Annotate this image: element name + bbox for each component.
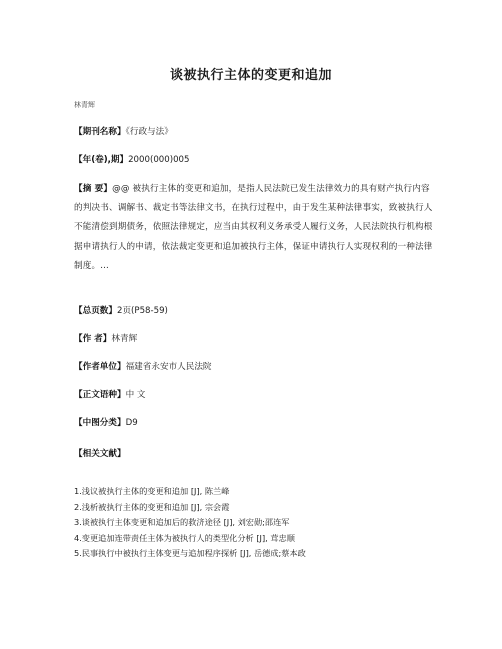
field-label: 【相关文献】 — [74, 449, 126, 459]
field-label: 【年(卷),期】 — [74, 155, 129, 165]
field-value: 林青辉 — [111, 334, 138, 344]
field-value: D9 — [125, 418, 138, 428]
document-title: 谈被执行主体的变更和追加 — [169, 68, 332, 83]
field-label: 【摘 要】 — [74, 184, 113, 194]
field-label: 【中图分类】 — [74, 418, 126, 428]
field-related — [74, 445, 434, 464]
field-abstract — [74, 180, 434, 276]
reference-item[interactable]: 1.浅议被执行主体的变更和追加 [J], 陈兰峰 — [74, 486, 230, 496]
field-value: 福建省永安市人民法院 — [125, 362, 212, 372]
references-list — [74, 484, 434, 562]
reference-item[interactable]: 4.变更追加连带责任主体为被执行人的类型化分析 [J], 茸忠顺 — [74, 532, 295, 543]
author-line: 林青辉 — [74, 101, 95, 109]
reference-item[interactable]: 3.谈被执行主体变更和追加后的救济途径 [J], 刘宏勋;邵连军 — [74, 517, 290, 527]
field-label: 【作 者】 — [74, 334, 112, 344]
field-label: 【作者单位】 — [74, 362, 126, 372]
field-value: @@ 被执行主体的变更和追加，是指人民法院已发生法律效力的具有财产执行内容的判决书、调解书、裁定书等法律文书，在执行过程中，由于发生某种法律事实，致被执行人不能清偿到期债务，依照法律规定，应当由其权利义务承受人履行义务，人民法院执行机构根据申请执行人的申请，依法裁定变更和追加被执行主体，保证申请执行人实现权利的一种法律制度。... — [74, 184, 433, 271]
field-label: 【期刊名称】 — [74, 127, 126, 137]
field-year-issue — [74, 151, 434, 170]
field-value: 《行政与法》 — [125, 127, 173, 137]
field-classification — [74, 414, 434, 433]
reference-item[interactable]: 5.民事执行中被执行主体变更与追加程序探析 [J], 岳德成;蔡本政 — [74, 548, 306, 558]
field-affiliation — [74, 358, 434, 377]
field-author — [74, 330, 434, 349]
field-label: 【总页数】 — [74, 306, 117, 316]
field-value: 中 文 — [125, 390, 146, 400]
field-language — [74, 386, 434, 405]
field-value: 2页(P58-59) — [116, 306, 168, 316]
field-pages — [74, 302, 434, 321]
field-label: 【正文语种】 — [74, 390, 126, 400]
field-journal — [74, 123, 434, 142]
field-value: 2000(000)005 — [128, 155, 190, 165]
reference-item[interactable]: 2.浅析被执行主体的变更和追加 [J], 宗会霞 — [74, 501, 230, 512]
